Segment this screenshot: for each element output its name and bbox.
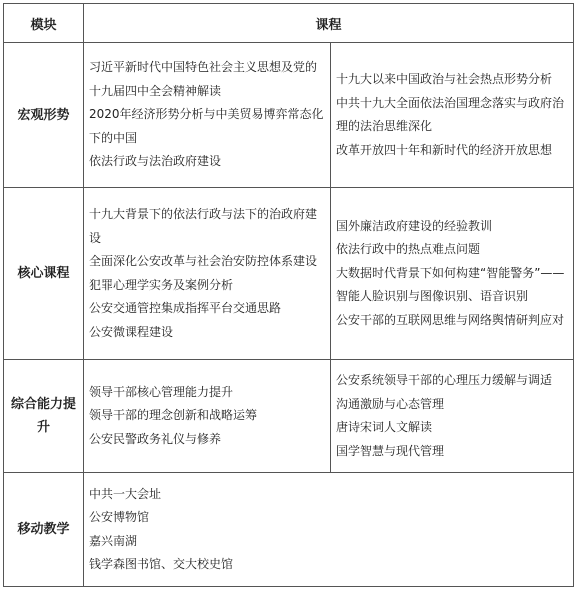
course-item: 十九大背景下的依法行政与法下的治政府建设 xyxy=(89,207,318,245)
course-item: 嘉兴南湖 xyxy=(89,533,138,548)
course-item: 改革开放四十年和新时代的经济开放思想 xyxy=(336,142,553,157)
course-item: 十九大以来中国政治与社会热点形势分析 xyxy=(336,72,553,86)
table-row xyxy=(4,360,574,473)
course-item: 公安系统领导干部的心理压力缓解与调适 xyxy=(336,373,553,387)
course-item: 中共一大会址 xyxy=(89,486,162,501)
course-cell-left xyxy=(84,360,331,473)
table-row xyxy=(4,473,574,587)
course-item: 习近平新时代中国特色社会主义思想及党的十九届四中全会精神解读 xyxy=(89,60,318,98)
course-item: 全面深化公安改革与社会治安防控体系建设 xyxy=(89,254,318,268)
table-row xyxy=(4,188,574,360)
course-item: 领导干部的理念创新和战略运筹 xyxy=(89,408,258,423)
course-item: 2020年经济形势分析与中美贸易博弈常态化下的中国 xyxy=(89,107,324,145)
module-cell: 移动教学 xyxy=(4,473,84,587)
table-row xyxy=(4,43,574,188)
course-item: 国外廉洁政府建设的经验教训 xyxy=(336,218,493,233)
course-item: 中共十九大全面依法治国理念落实与政府治理的法治思维深化 xyxy=(336,95,565,133)
course-item: 公安干部的互联网思维与网络舆情研判应对 xyxy=(336,312,565,327)
course-item: 公安博物馆 xyxy=(89,510,150,524)
course-table xyxy=(3,3,574,587)
course-item: 国学智慧与现代管理 xyxy=(336,443,445,458)
course-item: 大数据时代背景下如何构建“智能警务”——智能人脸识别与图像识别、语音识别 xyxy=(336,265,565,304)
course-item: 公安民警政务礼仪与修养 xyxy=(89,431,222,446)
header-course: 课程 xyxy=(84,4,574,43)
module-cell: 核心课程 xyxy=(4,188,84,360)
course-cell-full xyxy=(84,473,574,587)
course-item: 犯罪心理学实务及案例分析 xyxy=(89,277,234,292)
course-cell-left xyxy=(84,188,331,360)
course-item: 依法行政与法治政府建设 xyxy=(89,154,222,169)
course-cell-right xyxy=(331,360,574,473)
module-cell: 综合能力提升 xyxy=(4,360,84,473)
course-item: 钱学森图书馆、交大校史馆 xyxy=(89,557,234,571)
table-header-row xyxy=(4,4,574,43)
course-item: 公安微课程建设 xyxy=(89,324,174,339)
course-item: 沟通激励与心态管理 xyxy=(336,396,445,411)
course-cell-left xyxy=(84,43,331,188)
course-item: 依法行政中的热点难点问题 xyxy=(336,242,481,257)
module-cell: 宏观形势 xyxy=(4,43,84,188)
course-item: 唐诗宋词人文解读 xyxy=(336,420,433,434)
course-cell-right xyxy=(331,188,574,360)
course-item: 公安交通管控集成指挥平台交通思路 xyxy=(89,301,282,315)
header-module: 模块 xyxy=(4,4,84,43)
course-item: 领导干部核心管理能力提升 xyxy=(89,384,234,399)
course-cell-right xyxy=(331,43,574,188)
